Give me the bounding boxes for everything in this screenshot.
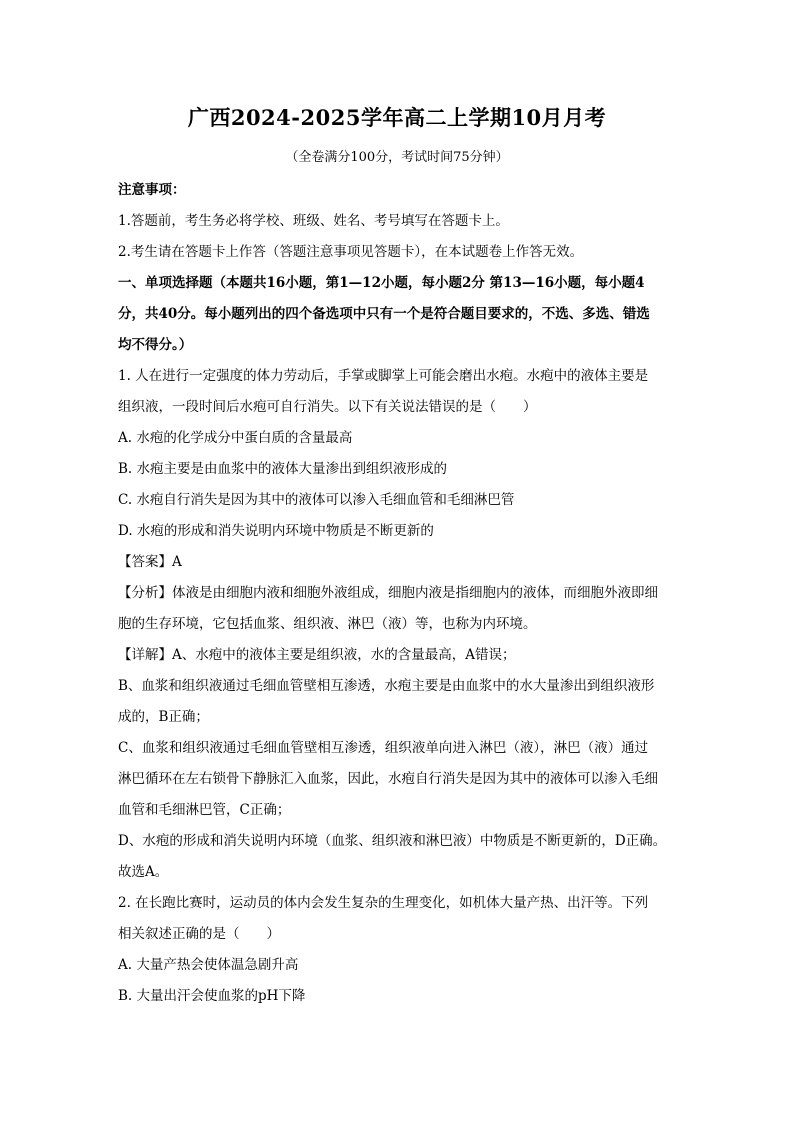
q1-detail-line-2: B、血浆和组织液通过毛细血管壁相互渗透，水疱主要是由血浆中的水大量渗出到组织液形: [118, 678, 655, 694]
section-instructions-line-1: 一、单项选择题（本题共16小题，第1—12小题，每小题2分 第13—16小题，每小题4: [118, 275, 645, 291]
exam-info: （全卷满分100分，考试时间75分钟）: [285, 150, 509, 165]
notice-heading: 注意事项：: [118, 182, 186, 198]
notice-item-2: 2.考生请在答题卡上作答（答题注意事项见答题卡），在本试题卷上作答无效。: [118, 244, 584, 260]
section-instructions-line-3: 均不得分。）: [118, 337, 193, 353]
q1-detail-line-7: D、水疱的形成和消失说明内环境（血浆、组织液和淋巴液）中物质是不断更新的，D正确。: [118, 833, 667, 849]
q1-option-a: A. 水疱的化学成分中蛋白质的含量最高: [118, 430, 353, 446]
q1-detail-line-1: 【详解】A、水疱中的液体主要是组织液，水的含量最高，A错误；: [118, 647, 516, 663]
q2-stem-line-2: 相关叙述正确的是（ ）: [118, 926, 280, 942]
notice-item-1: 1.答题前，考生务必将学校、班级、姓名、考号填写在答题卡上。: [118, 213, 509, 229]
q2-option-a: A. 大量产热会使体温急剧升高: [118, 957, 299, 973]
q1-detail-line-3: 成的，B正确；: [118, 709, 209, 725]
q1-detail-line-4: C、血浆和组织液通过毛细血管壁相互渗透，组织液单向进入淋巴（液），淋巴（液）通过: [118, 740, 649, 756]
q1-analysis-line-1: 【分析】体液是由细胞内液和细胞外液组成，细胞内液是指细胞内的液体，而细胞外液即细: [118, 585, 658, 601]
q1-detail-line-6: 血管和毛细淋巴管，C正确；: [118, 802, 291, 818]
q1-stem-line-1: 1. 人在进行一定强度的体力劳动后，手掌或脚掌上可能会磨出水疱。水疱中的液体主要是: [118, 368, 649, 384]
q1-option-b: B. 水疱主要是由血浆中的液体大量渗出到组织液形成的: [118, 461, 448, 477]
q1-answer: 【答案】A: [118, 554, 182, 570]
q1-option-d: D. 水疱的形成和消失说明内环境中物质是不断更新的: [118, 523, 434, 539]
q2-option-b: B. 大量出汗会使血浆的pH下降: [118, 988, 306, 1004]
q1-stem-line-2: 组织液，一段时间后水疱可自行消失。以下有关说法错误的是（ ）: [118, 399, 537, 415]
page-title: 广西2024-2025学年高二上学期10月月考: [187, 105, 607, 130]
q1-detail-line-5: 淋巴循环在左右锁骨下静脉汇入血浆，因此，水疱自行消失是因为其中的液体可以渗入毛细: [118, 771, 658, 787]
q1-option-c: C. 水疱自行消失是因为其中的液体可以渗入毛细血管和毛细淋巴管: [118, 492, 515, 508]
q2-stem-line-1: 2. 在长跑比赛时，运动员的体内会发生复杂的生理变化，如机体大量产热、出汗等。下列: [118, 895, 649, 911]
q1-analysis-line-2: 胞的生存环境，它包括血浆、组织液、淋巴（液）等，也称为内环境。: [118, 616, 537, 632]
section-instructions-line-2: 分，共40分。每小题列出的四个备选项中只有一个是符合题目要求的，不选、多选、错选: [118, 306, 650, 322]
q1-detail-line-8: 故选A。: [118, 864, 169, 880]
